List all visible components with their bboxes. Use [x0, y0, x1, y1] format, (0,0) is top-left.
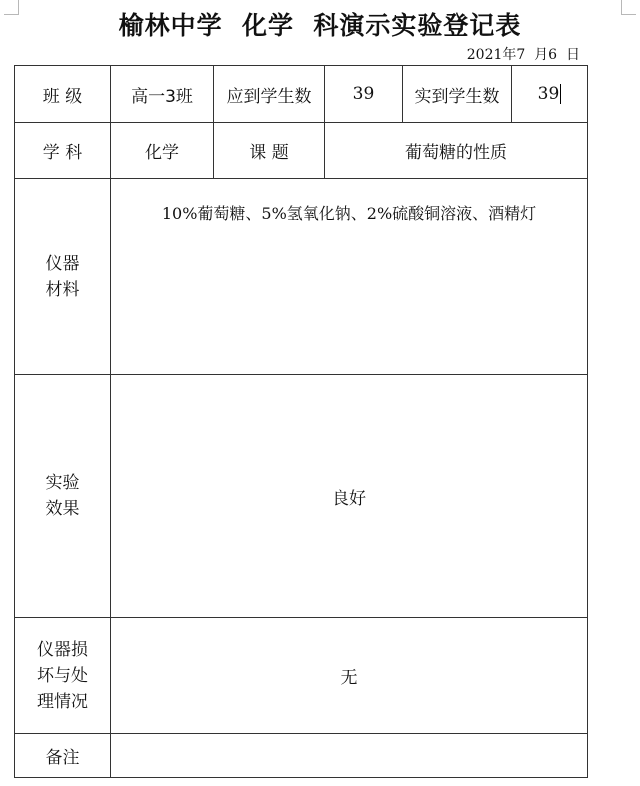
- damage-label-line-3: 理情况: [37, 691, 88, 712]
- instruments-value-cell[interactable]: [111, 179, 588, 375]
- expected-students-value-cell[interactable]: [325, 66, 403, 123]
- remarks-label: 备注: [45, 748, 80, 768]
- expected-students-label-cell: [214, 66, 325, 123]
- damage-label-line-2: 坏与处: [37, 665, 88, 686]
- topic-label: 课 题: [249, 143, 289, 163]
- subject-value: 化学: [145, 143, 179, 163]
- class-label: 班 级: [42, 86, 83, 107]
- class-label-cell: [15, 66, 111, 123]
- remarks-value-cell[interactable]: [111, 734, 588, 778]
- damage-label-cell: [15, 618, 111, 734]
- instruments-label-cell: [15, 179, 111, 375]
- date-line: 2021年7 月6 日: [466, 47, 580, 63]
- expected-students-value: 39: [352, 84, 375, 104]
- table-row-class: [15, 66, 588, 123]
- effect-value: 良好: [332, 488, 366, 509]
- damage-label-line-1: 仪器损: [37, 639, 88, 660]
- class-value: 高一3班: [131, 86, 193, 107]
- instruments-value: 10%葡萄糖、5%氢氧化钠、2%硫酸铜溶液、酒精灯: [161, 204, 537, 223]
- topic-value-cell[interactable]: [325, 123, 588, 179]
- subject-label: 学 科: [42, 143, 83, 163]
- subject-label-cell: [15, 123, 111, 179]
- table-row-remarks: [15, 734, 588, 778]
- instruments-label-line-2: 材料: [45, 279, 80, 300]
- subject-value-cell[interactable]: [111, 123, 214, 179]
- actual-students-value-cell[interactable]: [512, 66, 588, 123]
- table-row-instruments: [15, 179, 588, 375]
- table-row-subject: [15, 123, 588, 179]
- document-title: 榆林中学 化学 科演示实验登记表: [118, 11, 522, 40]
- actual-students-value: 39: [537, 83, 560, 104]
- remarks-label-cell: [15, 734, 111, 778]
- class-value-cell[interactable]: [111, 66, 214, 123]
- text-cursor: [560, 84, 561, 104]
- topic-label-cell: [214, 123, 325, 179]
- actual-students-label: 实到学生数: [414, 86, 500, 107]
- actual-students-label-cell: [403, 66, 512, 123]
- damage-value-cell[interactable]: [111, 618, 588, 734]
- instruments-label-line-1: 仪器: [45, 253, 80, 274]
- effect-label-line-2: 效果: [45, 499, 80, 519]
- registration-form-table: [14, 65, 588, 778]
- table-row-damage: [15, 618, 588, 734]
- effect-label-line-1: 实验: [45, 473, 80, 493]
- effect-value-cell[interactable]: [111, 375, 588, 618]
- table-row-effect: [15, 375, 588, 618]
- expected-students-label: 应到学生数: [226, 86, 312, 107]
- topic-value: 葡萄糖的性质: [405, 143, 507, 163]
- effect-label-cell: [15, 375, 111, 618]
- damage-value: 无: [340, 668, 358, 688]
